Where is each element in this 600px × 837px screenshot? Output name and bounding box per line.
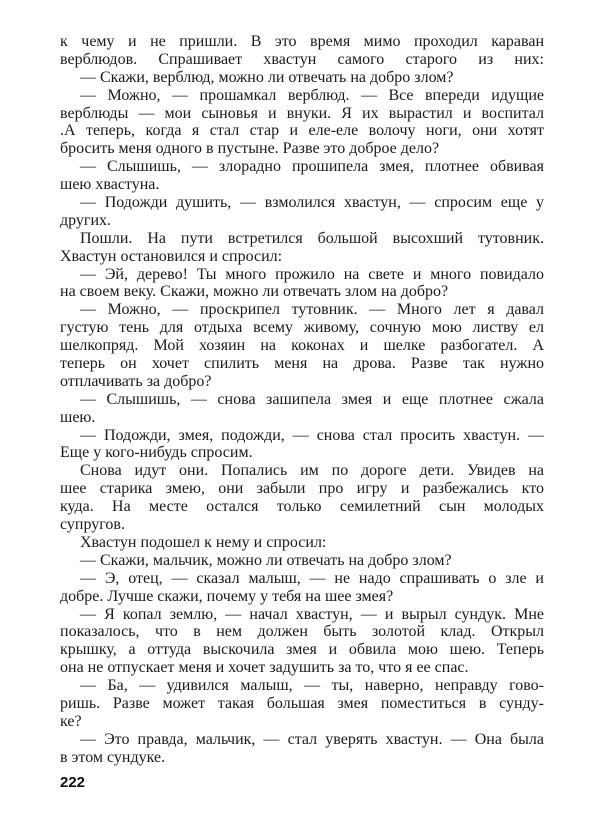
text-line: — Можно, — проскрипел тутовник. — Много лет я давал [80, 301, 544, 319]
text-line: шелкопряд. Мой хозяин на коконах и шелке разбогател. А [60, 337, 544, 355]
text-line: — Я копал землю, — начал хвастун, — и вырыл сундук. Мне [80, 605, 544, 623]
text-line: густую тень для отдыха всему живому, сочную мою листву ел [60, 319, 544, 337]
paragraph [60, 33, 544, 69]
paragraph [60, 194, 544, 230]
text-line: — Скажи, верблюд, можно ли отвечать на добро злом? [80, 68, 454, 86]
paragraph [60, 534, 544, 552]
text-line: шее старика змею, они забыли про игру и разбежались кто [60, 480, 544, 498]
paragraph [60, 606, 544, 678]
paragraph [60, 87, 544, 159]
page-number: 222 [60, 774, 86, 791]
text-line: супругов. [60, 516, 125, 534]
paragraph [60, 301, 544, 390]
paragraph [60, 266, 544, 302]
text-line: теперь он хочет спилить меня на дрова. Разве так нужно [60, 355, 544, 373]
text-line: показалось, что в нем должен быть золотой клад. Открыл [60, 623, 544, 641]
text-line: ришь. Разве может такая большая змея поместиться в сунду- [60, 694, 544, 712]
text-line: — Э, отец, — сказал малыш, — не надо спрашивать о зле и [80, 569, 544, 587]
page-body-text [60, 33, 544, 767]
text-line: — Ба, — удивился малыш, — ты, наверно, неправду гово- [80, 677, 544, 695]
paragraph [60, 677, 544, 731]
text-line: к чему и не пришли. В это время мимо проходил караван [60, 33, 544, 50]
paragraph [60, 552, 544, 570]
paragraph [60, 427, 544, 463]
text-line: Хвастун подошел к нему и спросил: [80, 533, 327, 551]
text-line: — Слышишь, — злорадно прошипела змея, плотнее обвивая [80, 158, 544, 176]
paragraph [60, 158, 544, 194]
text-line: — Эй, дерево! Ты много прожило на свете и много повидало [80, 265, 544, 283]
text-line: бросить меня одного в пустыне. Разве это доброе дело? [60, 140, 440, 158]
text-line: крышку, а оттуда выскочила змея и обвила мою шею. Теперь [60, 641, 544, 659]
paragraph [60, 230, 544, 266]
paragraph [60, 570, 544, 606]
text-line: — Подожди, змея, подожди, — снова стал просить хвастун. — [80, 426, 544, 444]
text-line: — Можно, — прошамкал верблюд. — Все впереди идущие [80, 86, 544, 104]
text-line: она не отпускает меня и хочет задушить за то, что я ее спас. [60, 659, 469, 677]
text-line: Хвастун остановился и спросил: [60, 247, 283, 265]
text-line: верблюды — мои сыновья и внуки. Я их вырастил и воспитал [60, 104, 544, 122]
text-line: шею хвастуна. [60, 176, 160, 194]
paragraph [60, 462, 544, 534]
text-line: на своем веку. Скажи, можно ли отвечать злом на добро? [60, 283, 449, 301]
text-line: Пошли. На пути встретился большой высохший тутовник. [80, 229, 544, 247]
text-line: верблюдов. Спрашивает хвастун самого старого из них: [60, 50, 544, 68]
text-line: — Подожди душить, — взмолился хвастун, — спросим еще у [80, 194, 544, 212]
text-line: отплачивать за добро? [60, 372, 212, 390]
text-line: куда. На месте остался только семилетний сын молодых [60, 498, 544, 516]
text-line: других. [60, 211, 112, 229]
text-line: Еще у кого-нибудь спросим. [60, 444, 253, 462]
text-line: в этом сундуке. [60, 748, 166, 766]
text-line: ке? [60, 712, 82, 730]
text-line: — Это правда, мальчик, — стал уверять хвастун. — Она была [80, 730, 544, 748]
text-line: — Слышишь, — снова зашипела змея и еще плотнее сжала [80, 390, 544, 408]
text-line: добре. Лучше скажи, почему у тебя на шее змея? [60, 587, 394, 605]
text-line: Снова идут они. Попались им по дороге дети. Увидев на [80, 462, 544, 480]
paragraph [60, 69, 544, 87]
text-line: .А теперь, когда я стал стар и еле-еле волочу ноги, они хотят [60, 122, 544, 140]
paragraph [60, 391, 544, 427]
text-line: шею. [60, 408, 96, 426]
text-line: — Скажи, мальчик, можно ли отвечать на добро злом? [80, 551, 452, 569]
paragraph [60, 731, 544, 767]
